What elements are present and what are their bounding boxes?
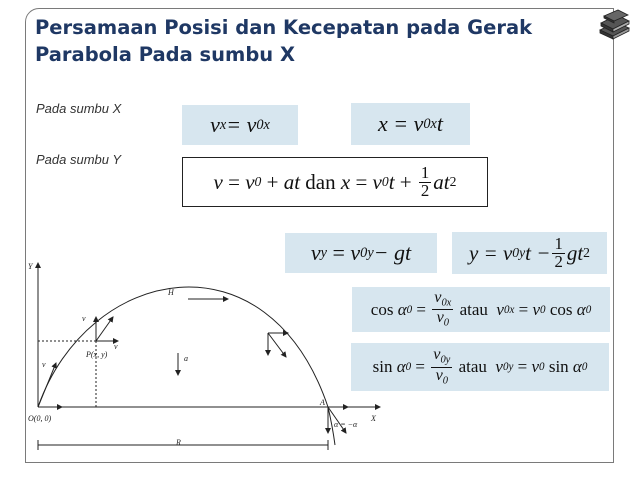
range-R-label: R bbox=[176, 438, 181, 447]
eq-y-lhs: y = v bbox=[468, 240, 513, 265]
eq-y-rest: t − bbox=[525, 240, 551, 265]
trajectory-curve bbox=[38, 287, 328, 407]
eq-y-sub: 0y bbox=[512, 245, 526, 260]
alpha-end-label: α = −α bbox=[334, 420, 358, 429]
eq-vy-v: v bbox=[310, 240, 321, 265]
v0-vector bbox=[38, 363, 56, 407]
point-P-label: P(x, y) bbox=[86, 350, 108, 359]
eq-x-lhs: x = v bbox=[378, 111, 424, 136]
eq-dan: dan bbox=[305, 169, 336, 194]
eq-vx-v: v bbox=[210, 112, 220, 137]
eq-vy-rest: − gt bbox=[373, 240, 412, 265]
eq-vx-eq: = v bbox=[226, 112, 257, 137]
projectile-diagram bbox=[28, 255, 388, 460]
equation-position-general: v = v 0 + at dan x = v 0 t + $\frac{1}{2}$ at 2 bbox=[182, 157, 488, 207]
eq-vx-sub2: 0x bbox=[256, 116, 270, 133]
eq-x-t: t bbox=[436, 111, 443, 136]
equation-vy: v y = v 0y − gt bbox=[285, 233, 437, 273]
eq-cos-fn: cos bbox=[370, 299, 394, 319]
label-sumbu-y: Pada sumbu Y bbox=[36, 152, 122, 167]
eq-sin-fn: sin bbox=[372, 357, 393, 376]
equation-x bbox=[351, 103, 470, 145]
books-icon bbox=[596, 8, 632, 40]
equation-cos-alpha: cos α 0 = $\frac{v_{0x}}{v_0}$ atau v 0x = v 0 cos α 0 bbox=[352, 287, 610, 332]
origin-label: O(0, 0) bbox=[28, 414, 52, 423]
equation-vx bbox=[182, 105, 298, 145]
eq-x-sub: 0x bbox=[423, 115, 437, 132]
equation-y: y = v 0y t − $\frac{1}{2}$ gt 2 bbox=[452, 232, 607, 274]
vx-label: v bbox=[114, 342, 118, 351]
v0-label: v bbox=[42, 360, 46, 369]
equation-sin-alpha: sin α 0 = $\frac{v_{0y}}{v_0}$ atau v 0y = v 0 sin α 0 bbox=[351, 343, 609, 391]
page-title: Persamaan Posisi dan Kecepatan pada Gerak Parabola Pada sumbu X bbox=[35, 16, 533, 66]
top-H-label: H bbox=[168, 288, 174, 297]
x-axis-label: X bbox=[371, 414, 376, 423]
eq-vx-sub: x bbox=[219, 116, 227, 133]
vy-label: v bbox=[82, 314, 86, 323]
end-A-label: A bbox=[320, 398, 325, 407]
y-axis-label: Y bbox=[28, 262, 33, 271]
gravity-label: a bbox=[184, 354, 188, 363]
label-sumbu-x: Pada sumbu X bbox=[36, 101, 122, 116]
eq-atau-1: atau bbox=[459, 299, 488, 319]
eq-atau-2: atau bbox=[458, 357, 487, 376]
eq-vy-sub2: 0y bbox=[360, 244, 374, 261]
eq-vy-sub: y bbox=[320, 244, 327, 261]
